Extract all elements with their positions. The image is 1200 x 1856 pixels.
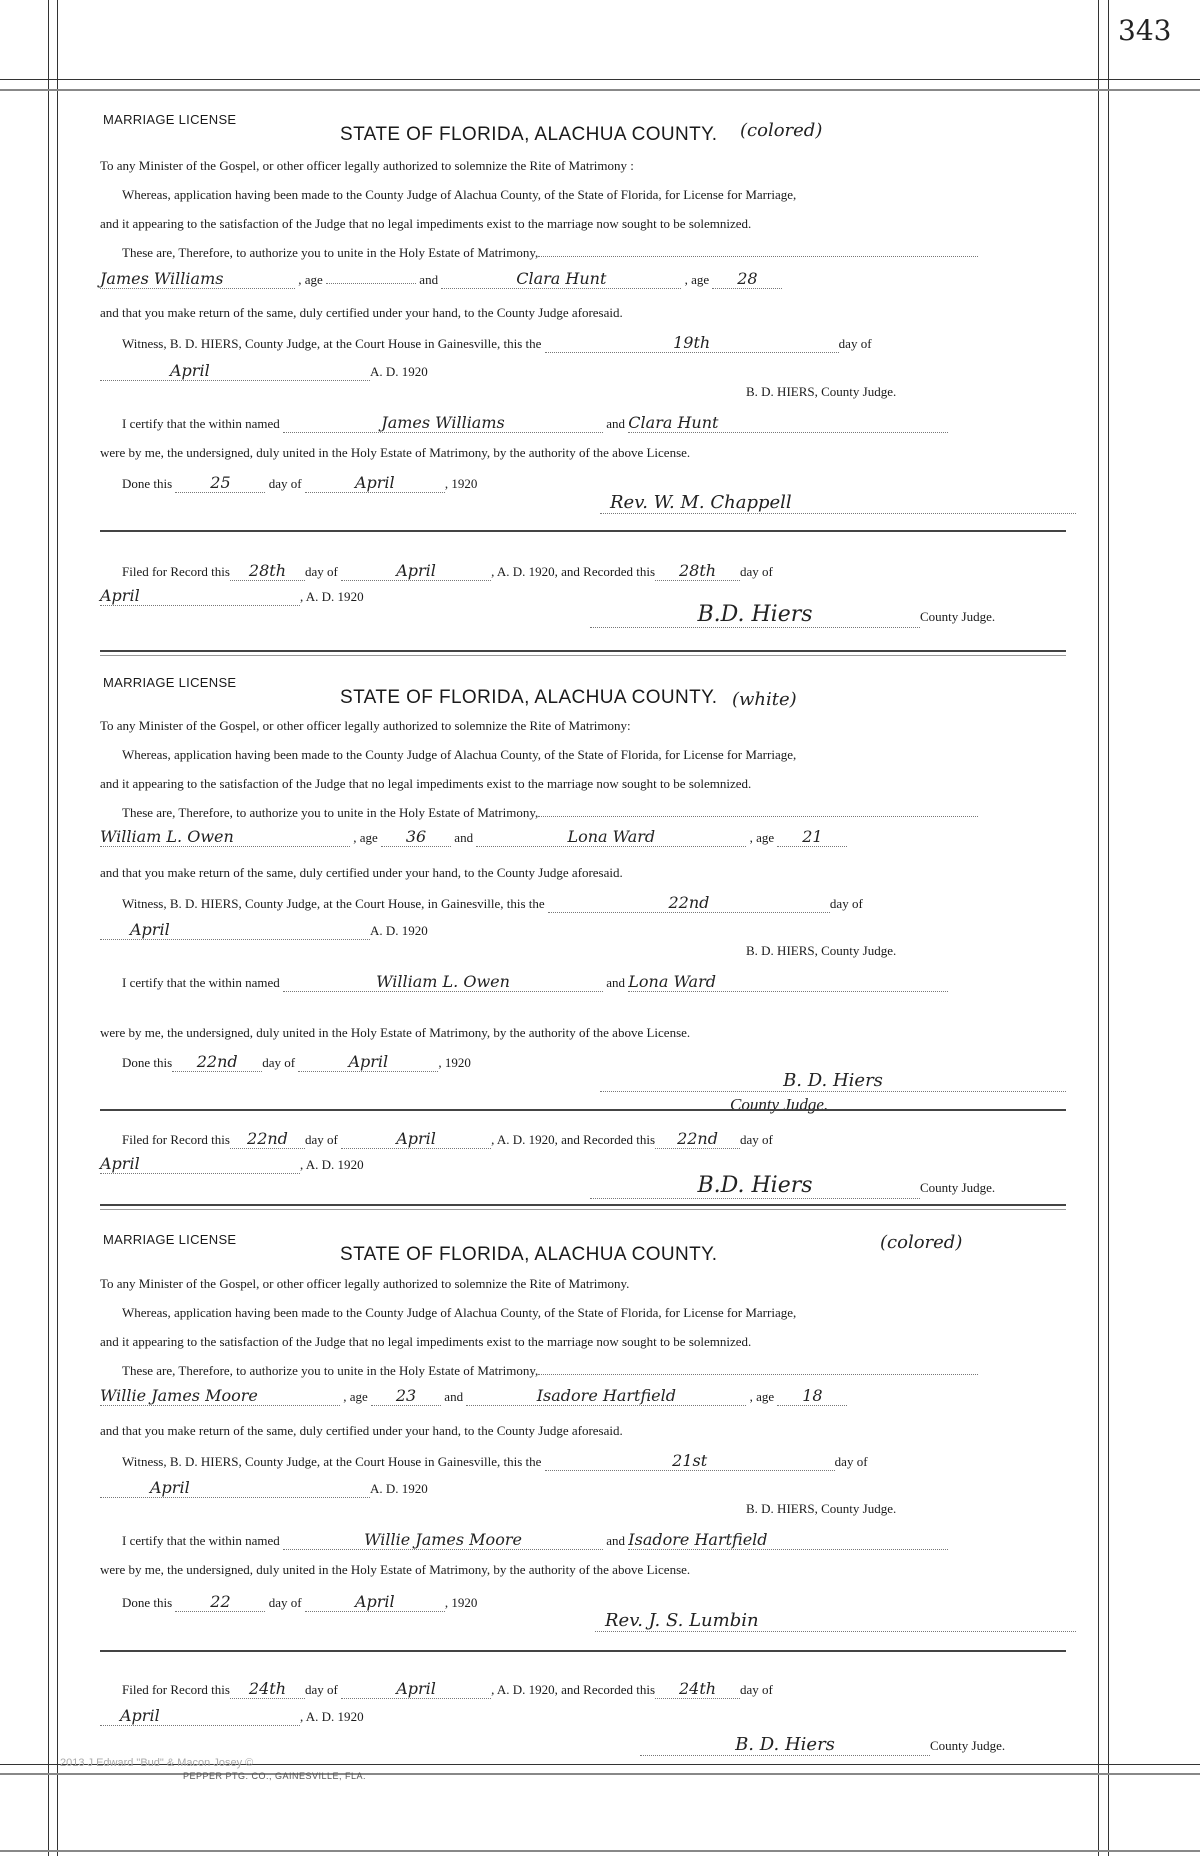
- age-label: , age: [298, 272, 323, 287]
- judge-signature-line: B. D. HIERS, County Judge.: [746, 384, 897, 399]
- bride-name: Clara Hunt: [441, 270, 681, 289]
- witness-text: Witness, B. D. HIERS, County Judge, at the Court House in Gainesville, this the: [122, 1454, 542, 1469]
- filed-month: April: [341, 1680, 491, 1699]
- groom-name: William L. Owen: [100, 828, 350, 847]
- officiant-signature: Rev. W. M. Chappell: [600, 492, 1076, 514]
- recorded-date-line: [100, 587, 364, 606]
- license-1: [100, 112, 1066, 627]
- recorded-text: , and Recorded this: [554, 1682, 656, 1697]
- right-margin-rule-1: [1098, 0, 1099, 1856]
- officiant-line: [600, 492, 1076, 514]
- done-line: [122, 1593, 477, 1612]
- bride-name: Lona Ward: [476, 828, 746, 847]
- and-label: and: [454, 830, 474, 845]
- certify-bride: Isadore Hartfield: [628, 1531, 948, 1550]
- county-judge-label: County Judge.: [930, 1738, 1006, 1753]
- groom-age: 36: [381, 828, 451, 847]
- whereas-line: Whereas, application having been made to the County Judge of Alachua County, of the State of Florida, for License for Marriage,: [122, 747, 797, 762]
- witness-line: [122, 334, 872, 353]
- recorded-year: 20: [350, 589, 364, 604]
- license-label: MARRIAGE LICENSE: [103, 1232, 237, 1247]
- recorded-text: , and Recorded this: [554, 1132, 656, 1147]
- authorize-line: [122, 1363, 978, 1379]
- recorded-month: April: [100, 1155, 300, 1174]
- age-label: , age: [749, 1389, 775, 1404]
- authorize-text: These are, Therefore, to authorize you to unite in the Holy Estate of Matrimony,: [122, 805, 539, 820]
- done-year: 20: [457, 1055, 471, 1070]
- day-of-label: day of: [838, 336, 872, 351]
- day-of-label: day of: [829, 896, 863, 911]
- judge-signature-line: B. D. HIERS, County Judge.: [746, 1501, 897, 1516]
- bottom-rule-2: [0, 1773, 1200, 1775]
- county-judge-line: [590, 1173, 995, 1199]
- county-judge-line: [640, 1734, 1005, 1756]
- race-note: (white): [732, 689, 797, 710]
- ad-label: , A. D. 19: [491, 1132, 542, 1147]
- certify-line: [122, 1531, 948, 1550]
- parties-line: [100, 828, 847, 847]
- officiant-title: County Judge.: [730, 1095, 829, 1114]
- printer-imprint: PEPPER PTG. CO., GAINESVILLE, FLA.: [183, 1771, 367, 1781]
- filed-day: 28th: [230, 562, 305, 581]
- return-line: and that you make return of the same, duly certified under your hand, to the County Judge aforesaid.: [100, 865, 623, 880]
- appearing-line: and it appearing to the satisfaction of the Judge that no legal impediments exist to the marriage now sought to be solemnized.: [100, 216, 752, 231]
- witness-month: April: [100, 1479, 370, 1498]
- certify-bride: Lona Ward: [628, 973, 948, 992]
- license-end-rule: [100, 1204, 1066, 1206]
- whereas-line: Whereas, application having been made to the County Judge of Alachua County, of the State of Florida, for License for Marriage,: [122, 187, 797, 202]
- recorded-day: 28th: [655, 562, 740, 581]
- filed-year: 20: [541, 564, 555, 579]
- authorize-fill: [538, 1374, 978, 1375]
- whereas-line: Whereas, application having been made to the County Judge of Alachua County, of the State of Florida, for License for Marriage,: [122, 1305, 797, 1320]
- and-label: and: [606, 1533, 626, 1548]
- day-of-label: day of: [834, 1454, 868, 1469]
- and-label: and: [606, 975, 626, 990]
- ad-label: , A. D. 19: [491, 564, 542, 579]
- ad-label: A. D. 19: [370, 923, 415, 938]
- race-note: (colored): [880, 1232, 963, 1253]
- recording-judge-signature: B.D. Hiers: [590, 1173, 920, 1199]
- done-line: [122, 1053, 471, 1072]
- witness-month: April: [100, 921, 370, 940]
- filed-line: [122, 1130, 773, 1149]
- united-line: were by me, the undersigned, duly united in the Holy Estate of Matrimony, by the authority of the above License.: [100, 445, 691, 460]
- left-margin-rule-2: [57, 0, 58, 1856]
- groom-age: 23: [371, 1387, 441, 1406]
- age-label: , age: [749, 830, 775, 845]
- groom-name: Willie James Moore: [100, 1387, 340, 1406]
- year-prefix: , 19: [438, 1055, 458, 1070]
- witness-text: Witness, B. D. HIERS, County Judge, at the Court House in Gainesville, this the: [122, 336, 542, 351]
- day-of-label: day of: [304, 564, 338, 579]
- officiant-signature: B. D. Hiers: [600, 1070, 1066, 1092]
- section-divider: [100, 1650, 1066, 1652]
- recording-judge-signature: B. D. Hiers: [640, 1734, 930, 1756]
- ad-label: , A. D. 19: [491, 1682, 542, 1697]
- done-year: 20: [464, 476, 478, 491]
- parties-line: [100, 270, 782, 289]
- done-line: [122, 474, 477, 493]
- witness-year: 20: [414, 923, 428, 938]
- recorded-date-line: [100, 1707, 364, 1726]
- officiant-line: [600, 1070, 1066, 1092]
- done-text: Done this: [122, 1595, 173, 1610]
- address-line: To any Minister of the Gospel, or other officer legally authorized to solemnize the Rite of Matrimony :: [100, 158, 634, 173]
- license-label: MARRIAGE LICENSE: [103, 112, 237, 127]
- filed-month: April: [341, 562, 491, 581]
- license-title: STATE OF FLORIDA, ALACHUA COUNTY.: [340, 124, 718, 145]
- county-judge-line: [590, 602, 995, 628]
- return-line: and that you make return of the same, duly certified under your hand, to the County Judge aforesaid.: [100, 1423, 623, 1438]
- done-day: 22: [175, 1593, 265, 1612]
- section-divider: [100, 1109, 1066, 1111]
- witness-date-line: [100, 362, 428, 381]
- license-end-rule: [100, 650, 1066, 652]
- judge-signature-line: B. D. HIERS, County Judge.: [746, 943, 897, 958]
- license-end-rule-2: [100, 1209, 1066, 1210]
- page-number: 343: [1118, 14, 1172, 47]
- witness-date-line: [100, 921, 428, 940]
- certify-text: I certify that the within named: [122, 1533, 280, 1548]
- done-text: Done this: [122, 1055, 173, 1070]
- license-title: STATE OF FLORIDA, ALACHUA COUNTY.: [340, 687, 718, 708]
- groom-age: [326, 283, 416, 284]
- age-label: , age: [353, 830, 378, 845]
- ad-label: A. D. 19: [370, 364, 415, 379]
- year-prefix: , 19: [444, 476, 465, 491]
- certify-line: [122, 414, 948, 433]
- certify-bride: Clara Hunt: [628, 414, 948, 433]
- filed-text: Filed for Record this: [122, 1132, 230, 1147]
- left-margin-rule-1: [48, 0, 49, 1856]
- certify-text: I certify that the within named: [122, 975, 280, 990]
- license-title: STATE OF FLORIDA, ALACHUA COUNTY.: [340, 1244, 718, 1265]
- top-rule-2: [0, 89, 1200, 91]
- groom-name: James Williams: [100, 270, 295, 289]
- day-of-label: day of: [268, 1595, 302, 1610]
- top-rule-1: [0, 79, 1200, 80]
- done-year: 20: [464, 1595, 478, 1610]
- appearing-line: and it appearing to the satisfaction of the Judge that no legal impediments exist to the marriage now sought to be solemnized.: [100, 776, 752, 791]
- license-header: [100, 112, 1066, 154]
- recorded-day: 24th: [655, 1680, 740, 1699]
- authorize-fill: [538, 256, 978, 257]
- day-of-label: day of: [304, 1682, 338, 1697]
- year-prefix: , 19: [444, 1595, 465, 1610]
- filed-line: [122, 562, 773, 581]
- bride-name: Isadore Hartfield: [466, 1387, 746, 1406]
- day-of-label: day of: [268, 476, 302, 491]
- certify-groom: Willie James Moore: [283, 1531, 603, 1550]
- witness-month: April: [100, 362, 370, 381]
- filed-year: 20: [541, 1132, 555, 1147]
- filed-month: April: [341, 1130, 491, 1149]
- and-label: and: [419, 272, 439, 287]
- done-day: 22nd: [172, 1053, 262, 1072]
- bride-age: 18: [777, 1387, 847, 1406]
- done-text: Done this: [122, 476, 173, 491]
- filed-year: 20: [541, 1682, 555, 1697]
- day-of-label: day of: [740, 1682, 773, 1697]
- license-header: [100, 675, 1066, 717]
- done-month: April: [305, 1593, 445, 1612]
- recorded-month: April: [100, 587, 300, 606]
- right-margin-rule-2: [1108, 0, 1109, 1856]
- officiant-line: [595, 1610, 1076, 1632]
- witness-date-line: [100, 1479, 428, 1498]
- filed-text: Filed for Record this: [122, 1682, 230, 1697]
- license-label: MARRIAGE LICENSE: [103, 675, 237, 690]
- authorize-line: [122, 245, 978, 261]
- day-of-label: day of: [262, 1055, 296, 1070]
- page-bottom-rule: [0, 1850, 1200, 1852]
- filed-line: [122, 1680, 773, 1699]
- county-judge-label: County Judge.: [920, 609, 996, 624]
- license-end-rule-2: [100, 655, 1066, 656]
- recording-judge-signature: B.D. Hiers: [590, 602, 920, 628]
- certify-groom: William L. Owen: [283, 973, 603, 992]
- witness-year: 20: [414, 1481, 428, 1496]
- recorded-day: 22nd: [655, 1130, 740, 1149]
- done-day: 25: [175, 474, 265, 493]
- license-3: [100, 1232, 1066, 1755]
- ad-label: , A. D. 19: [300, 1709, 351, 1724]
- filed-day: 24th: [230, 1680, 305, 1699]
- officiant-signature: Rev. J. S. Lumbin: [595, 1610, 1076, 1632]
- section-divider: [100, 530, 1066, 532]
- certify-groom: James Williams: [283, 414, 603, 433]
- bride-age: 21: [777, 828, 847, 847]
- witness-year: 20: [414, 364, 428, 379]
- race-note: (colored): [740, 120, 823, 141]
- united-line: were by me, the undersigned, duly united in the Holy Estate of Matrimony, by the authority of the above License.: [100, 1562, 691, 1577]
- recorded-text: , and Recorded this: [554, 564, 656, 579]
- age-label: , age: [343, 1389, 368, 1404]
- done-month: April: [305, 474, 445, 493]
- ad-label: , A. D. 19: [300, 1157, 351, 1172]
- authorize-text: These are, Therefore, to authorize you to unite in the Holy Estate of Matrimony,: [122, 245, 539, 260]
- recorded-year: 20: [350, 1157, 364, 1172]
- copyright-watermark: 2013 J Edward "Bud" & Macon Josey ©: [60, 1757, 254, 1769]
- witness-day: 22nd: [548, 894, 830, 913]
- recorded-month: April: [100, 1707, 300, 1726]
- address-line: To any Minister of the Gospel, or other officer legally authorized to solemnize the Rite of Matrimony.: [100, 1276, 630, 1291]
- done-month: April: [298, 1053, 438, 1072]
- witness-line: [122, 1452, 868, 1471]
- certify-line: [122, 973, 948, 992]
- day-of-label: day of: [740, 564, 773, 579]
- day-of-label: day of: [304, 1132, 338, 1147]
- authorize-line: [122, 805, 978, 821]
- witness-day: 19th: [545, 334, 839, 353]
- license-2: [100, 675, 1066, 1198]
- return-line: and that you make return of the same, duly certified under your hand, to the County Judge aforesaid.: [100, 305, 623, 320]
- ad-label: , A. D. 19: [300, 589, 351, 604]
- filed-text: Filed for Record this: [122, 564, 230, 579]
- and-label: and: [444, 1389, 464, 1404]
- day-of-label: day of: [740, 1132, 773, 1147]
- authorize-fill: [538, 816, 978, 817]
- authorize-text: These are, Therefore, to authorize you to unite in the Holy Estate of Matrimony,: [122, 1363, 539, 1378]
- license-header: [100, 1232, 1066, 1274]
- ad-label: A. D. 19: [370, 1481, 415, 1496]
- filed-day: 22nd: [230, 1130, 305, 1149]
- recorded-year: 20: [350, 1709, 364, 1724]
- recorded-date-line: [100, 1155, 364, 1174]
- appearing-line: and it appearing to the satisfaction of the Judge that no legal impediments exist to the marriage now sought to be solemnized.: [100, 1334, 752, 1349]
- certify-text: I certify that the within named: [122, 416, 280, 431]
- witness-line: [122, 894, 863, 913]
- county-judge-label: County Judge.: [920, 1180, 996, 1195]
- and-label: and: [606, 416, 626, 431]
- bride-age: 28: [712, 270, 782, 289]
- age-label: , age: [684, 272, 710, 287]
- united-line: were by me, the undersigned, duly united in the Holy Estate of Matrimony, by the authority of the above License.: [100, 1025, 691, 1040]
- witness-text: Witness, B. D. HIERS, County Judge, at the Court House, in Gainesville, this the: [122, 896, 545, 911]
- parties-line: [100, 1387, 847, 1406]
- witness-day: 21st: [545, 1452, 835, 1471]
- address-line: To any Minister of the Gospel, or other officer legally authorized to solemnize the Rite of Matrimony:: [100, 718, 631, 733]
